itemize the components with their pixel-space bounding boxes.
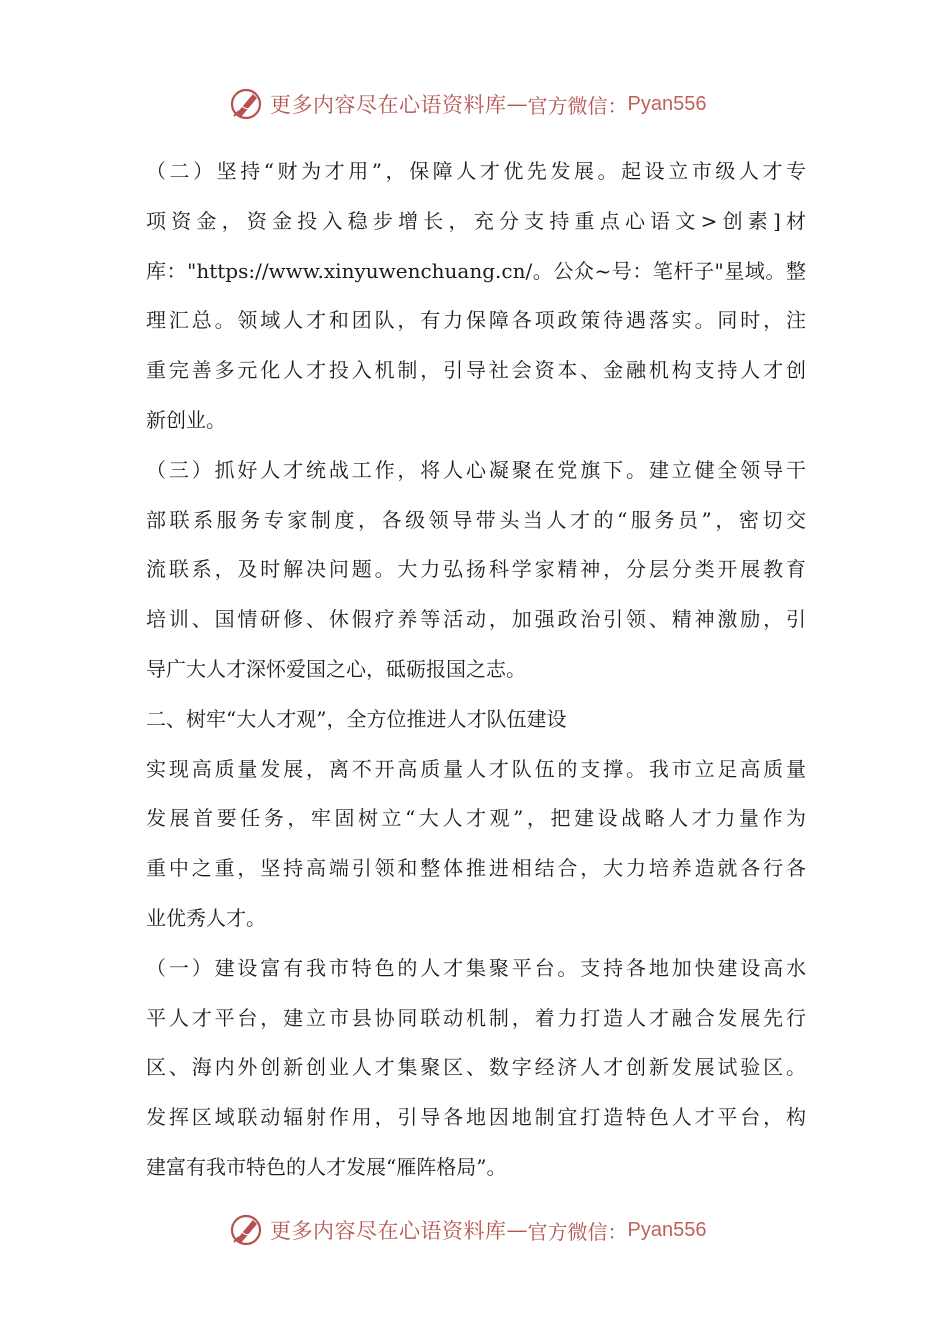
text-line: 新创业。 bbox=[146, 407, 226, 432]
text-line: （二）坚持“财为才用”，保障人才优先发展。起设立市级人才专 bbox=[146, 159, 806, 183]
text-line: 实现高质量发展，离不开高质量人才队伍的支撑。我市立足高质量 bbox=[146, 756, 806, 781]
text-line: 建富有我市特色的人才发展“雁阵格局”。 bbox=[146, 1154, 507, 1179]
pen-logo-icon bbox=[228, 1212, 264, 1248]
banner-separator: — bbox=[506, 1218, 528, 1242]
text-line: 导广大人才深怀爱国之心，砥砺报国之志。 bbox=[146, 656, 526, 681]
banner-wechat-label: 官方微信： bbox=[527, 1219, 628, 1244]
text-line: 发挥区域联动辐射作用，引导各地因地制宜打造特色人才平台，构 bbox=[146, 1105, 806, 1130]
banner-site-text: 更多内容尽在心语资料库 bbox=[270, 93, 507, 117]
text-line: 流联系，及时解决问题。大力弘扬科学家精神，分层分类开展教育 bbox=[146, 557, 806, 582]
banner-separator: — bbox=[506, 92, 528, 116]
text-line: 平人才平台，建立市县协同联动机制，着力打造人才融合发展先行 bbox=[146, 1005, 806, 1030]
text-line: 培训、国情研修、休假疗养等活动，加强政治引领、精神激励，引 bbox=[146, 607, 806, 632]
text-line: 业优秀人才。 bbox=[146, 905, 266, 930]
text-line: 库："https://www.xinyuwenchuang.cn/。公众~号：笔杆子"星域。整 bbox=[146, 258, 806, 283]
pen-logo-icon bbox=[228, 86, 264, 122]
text-line: 理汇总。领域人才和团队，有力保障各项政策待遇落实。同时，注 bbox=[146, 308, 806, 333]
text-line: 发展首要任务，牢固树立“大人才观”，把建设战略人才力量作为 bbox=[146, 806, 806, 831]
text-line: 项资金，资金投入稳步增长，充分支持重点心语文>创素]材 bbox=[146, 208, 806, 233]
text-line: 重完善多元化人才投入机制，引导社会资本、金融机构支持人才创 bbox=[146, 358, 806, 383]
text-line: 重中之重，坚持高端引领和整体推进相结合，大力培养造就各行各 bbox=[146, 856, 806, 881]
text-line: 部联系服务专家制度，各级领导带头当人才的“服务员”，密切交 bbox=[146, 507, 806, 532]
text-line: （三）抓好人才统战工作，将人心凝聚在党旗下。建立健全领导干 bbox=[146, 457, 806, 482]
banner-wechat-id: Pyan556 bbox=[627, 1218, 707, 1241]
section-heading: 二、树牢“大人才观”，全方位推进人才队伍建设 bbox=[146, 706, 567, 731]
banner-site-text: 更多内容尽在心语资料库 bbox=[270, 1219, 507, 1243]
banner-wechat-id: Pyan556 bbox=[627, 92, 707, 115]
document-body bbox=[146, 147, 806, 1193]
footer-banner bbox=[228, 1210, 706, 1250]
header-banner bbox=[228, 84, 706, 124]
text-line: （一）建设富有我市特色的人才集聚平台。支持各地加快建设高水 bbox=[146, 955, 806, 980]
banner-wechat-label: 官方微信： bbox=[527, 93, 628, 118]
text-line: 区、海内外创新创业人才集聚区、数字经济人才创新发展试验区。 bbox=[146, 1055, 806, 1080]
